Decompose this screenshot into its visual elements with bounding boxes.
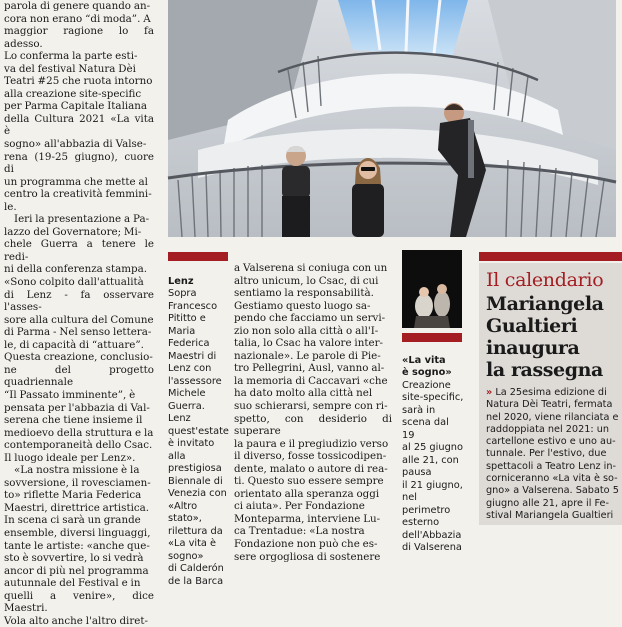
show-info-text: Creazione site-specific, sarà in scena dal 19 al 25 giugno alle 21, con pausa il 21 giugno, nel perimetro esterno dell'Abbazia di Valserena — [402, 379, 464, 553]
stage-thumbnail-photo — [402, 250, 462, 328]
article-paragraph: a Valserena si coniuga con un altro unicum, lo Csac, di cui sentiamo la responsabilità. Gestiamo questo luogo sa- pendo che facciamo un servi- zio non solo alla città o all'I- talia, lo Csac ha valore inter- nazionale». Le parole di Pie- tro Pellegrini, Ausl, vanno al- la memoria di Caccavari «che ha dato molto alla città nel suo schierarsi, sempre con ri- spetto, con desiderio di superare la paura e il pregiudizio verso il diverso, fosse tossicodipen- dente, malato o autore di rea- ti. Questo suo essere sempre orientato alla speranza oggi ci aiuta». Per Fondazione Monteparma, interviene Lu- ca Trentadue: «La nostra Fondazione non può che es- sere orgogliosa di sostenere — [234, 262, 392, 563]
arrow-icon: » — [486, 387, 493, 398]
performers-illustration — [402, 250, 462, 328]
article-paragraph: «La nostra missione è la sovversione, il rovesciamen- to» riflette Maria Federica Maestri, direttrice artistica. In scena ci sarà un grande ensemble, diversi linguaggi, tante le artiste: «anche que- sto è sovvertire, lo si vedrà ancor di più nel programma autunnale del Festival e in quelli a venire», dice Maestri. Vola alto anche l'altro diret- — [4, 464, 154, 627]
col4-red-bar — [402, 333, 462, 342]
article-column-middle — [234, 262, 392, 563]
show-title: «La vita è sogno» — [402, 354, 452, 378]
box-red-bar — [479, 252, 622, 261]
article-paragraph: parola di genere quando an- cora non erano “di moda”. A maggior ragione lo fa adesso. Lo conferma la parte esti- va del festival Natura Dèi Teatri #25 che ruota intorno alla creazione site-specific per Parma Capitale Italiana della Cultura 2021 «La vita è sogno» all'abbazia di Valse- rena (19-25 giugno), cuore di un programma che mette al centro la creatività femmini- le. — [4, 0, 154, 213]
caption-text: Sopra Francesco Pititto e Maria Federica Maestri di Lenz con l'assessore Michele Guerra. Lenz quest'estate è invitato alla prestigiosa Biennale di Venezia con «Altro stato», rilettura da «La vita è sogno» di Calderón de la Barca — [168, 288, 229, 587]
calendar-box — [479, 263, 622, 525]
article-paragraph: Ieri la presentazione a Pa- lazzo del Governatore; Mi- chele Guerra a tenere le redi- ni della conferenza stampa. «Sono colpito dall'attualità di Lenz - fa osservare l'asses- sore alla cultura del Comune di Parma - Nel senso lettera- le, di capacità di “attuare”. Questa creazione, conclusio- ne del progetto quadriennale “Il Passato imminente”, è pensata per l'abbazia di Val- serena che tiene insieme il medioevo della struttura e la contemporaneità dello Csac. Il luogo ideale per Lenz». — [4, 213, 154, 464]
calendar-body-text: La 25esima edizione di Natura Dèi Teatri, fermata nel 2020, viene rilanciata e raddoppiata nel 2021: un cartellone estivo e uno au- tunnale. Per l'estivo, due spettacoli a Teatro Lenz in- corniceranno «La vita è so- gno» a Valserena. Sabato 5 giugno alle 21, apre il Fe- stival Mariangela Gualtieri — [486, 387, 619, 521]
caption-red-bar — [168, 252, 228, 261]
calendar-kicker: Il calendario — [486, 269, 604, 291]
calendar-body — [486, 387, 619, 522]
show-info-column — [402, 342, 464, 553]
caption-label: Lenz — [168, 275, 194, 287]
staircase-photo — [168, 0, 616, 237]
article-column-left — [4, 0, 154, 627]
staircase-illustration — [168, 0, 616, 237]
photo-caption — [168, 263, 229, 587]
calendar-headline: Mariangela Gualtieri inaugura la rassegna — [486, 293, 604, 381]
